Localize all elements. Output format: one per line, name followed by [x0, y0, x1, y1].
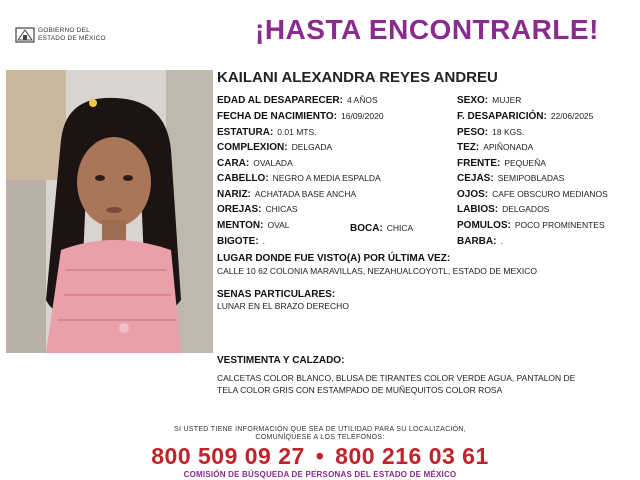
field-desaparicion: F. DESAPARICIÓN: 22/06/2025 — [457, 111, 594, 122]
vestimenta-title: VESTIMENTA Y CALZADO: — [217, 355, 345, 366]
field-nariz: NARIZ: ACHATADA BASE ANCHA — [217, 189, 357, 200]
field-boca: BOCA: CHICA — [350, 223, 414, 234]
field-cejas: CEJAS: SEMIPOBLADAS — [457, 173, 565, 184]
field-ojos: OJOS: CAFE OBSCURO MEDIANOS — [457, 189, 608, 200]
vestimenta-line-2: TELA COLOR GRIS CON ESTAMPADO DE MUÑEQUITOS COLOR ROSA — [217, 385, 503, 395]
field-peso: PESO: 18 KGS. — [457, 127, 525, 138]
senas-text: LUNAR EN EL BRAZO DERECHO — [217, 301, 349, 311]
logo-line-2: ESTADO DE MÉXICO — [38, 35, 106, 42]
field-bigote: BIGOTE: . — [217, 236, 266, 247]
field-menton: MENTON: OVAL — [217, 220, 290, 231]
field-barba: BARBA: . — [457, 236, 503, 247]
missing-child-photo — [6, 70, 213, 353]
field-complexion: COMPLEXION: DELGADA — [217, 142, 333, 153]
state-emblem-icon — [14, 24, 36, 46]
field-cara: CARA: OVALADA — [217, 158, 293, 169]
field-labios: LABIOS: DELGADOS — [457, 204, 550, 215]
phone-1[interactable]: 800 509 09 27 — [151, 443, 305, 469]
vestimenta-line-1: CALCETAS COLOR BLANCO, BLUSA DE TIRANTES COLOR VERDE AGUA, PANTALON DE — [217, 373, 576, 383]
phone-separator: • — [315, 443, 325, 469]
phone-numbers — [0, 443, 640, 470]
field-tez: TEZ: APIÑONADA — [457, 142, 534, 153]
field-estatura: ESTATURA: 0.01 MTS. — [217, 127, 317, 138]
person-name: KAILANI ALEXANDRA REYES ANDREU — [217, 69, 498, 86]
field-cabello: CABELLO: NEGRO A MEDIA ESPALDA — [217, 173, 381, 184]
logo-line-1: GOBIERNO DEL — [38, 27, 90, 34]
senas-title: SENAS PARTICULARES: — [217, 289, 336, 300]
field-sexo: SEXO: MUJER — [457, 95, 522, 106]
info-line-2: COMUNÍQUESE A LOS TELÉFONOS: — [255, 434, 385, 441]
headline: ¡HASTA ENCONTRARLE! — [255, 14, 599, 45]
field-pomulos: POMULOS: POCO PROMINENTES — [457, 220, 605, 231]
field-orejas: OREJAS: CHICAS — [217, 204, 298, 215]
government-logo-text — [38, 27, 106, 43]
info-line-1: SI USTED TIENE INFORMACIÓN QUE SEA DE UTILIDAD PARA SU LOCALIZACIÓN, — [173, 426, 467, 433]
field-frente: FRENTE: PEQUEÑA — [457, 158, 546, 169]
comision-name: COMISIÓN DE BÚSQUEDA DE PERSONAS DEL ESTADO DE MÉXICO — [183, 470, 457, 479]
field-nacimiento: FECHA DE NACIMIENTO: 16/09/2020 — [217, 111, 384, 122]
field-edad: EDAD AL DESAPARECER: 4 AÑOS — [217, 95, 378, 106]
lugar-text: CALLE 10 62 COLONIA MARAVILLAS, NEZAHUALCOYOTL, ESTADO DE MEXICO — [217, 266, 537, 276]
phone-2[interactable]: 800 216 03 61 — [335, 443, 489, 469]
lugar-title: LUGAR DONDE FUE VISTO(A) POR ÚLTIMA VEZ: — [217, 253, 451, 264]
